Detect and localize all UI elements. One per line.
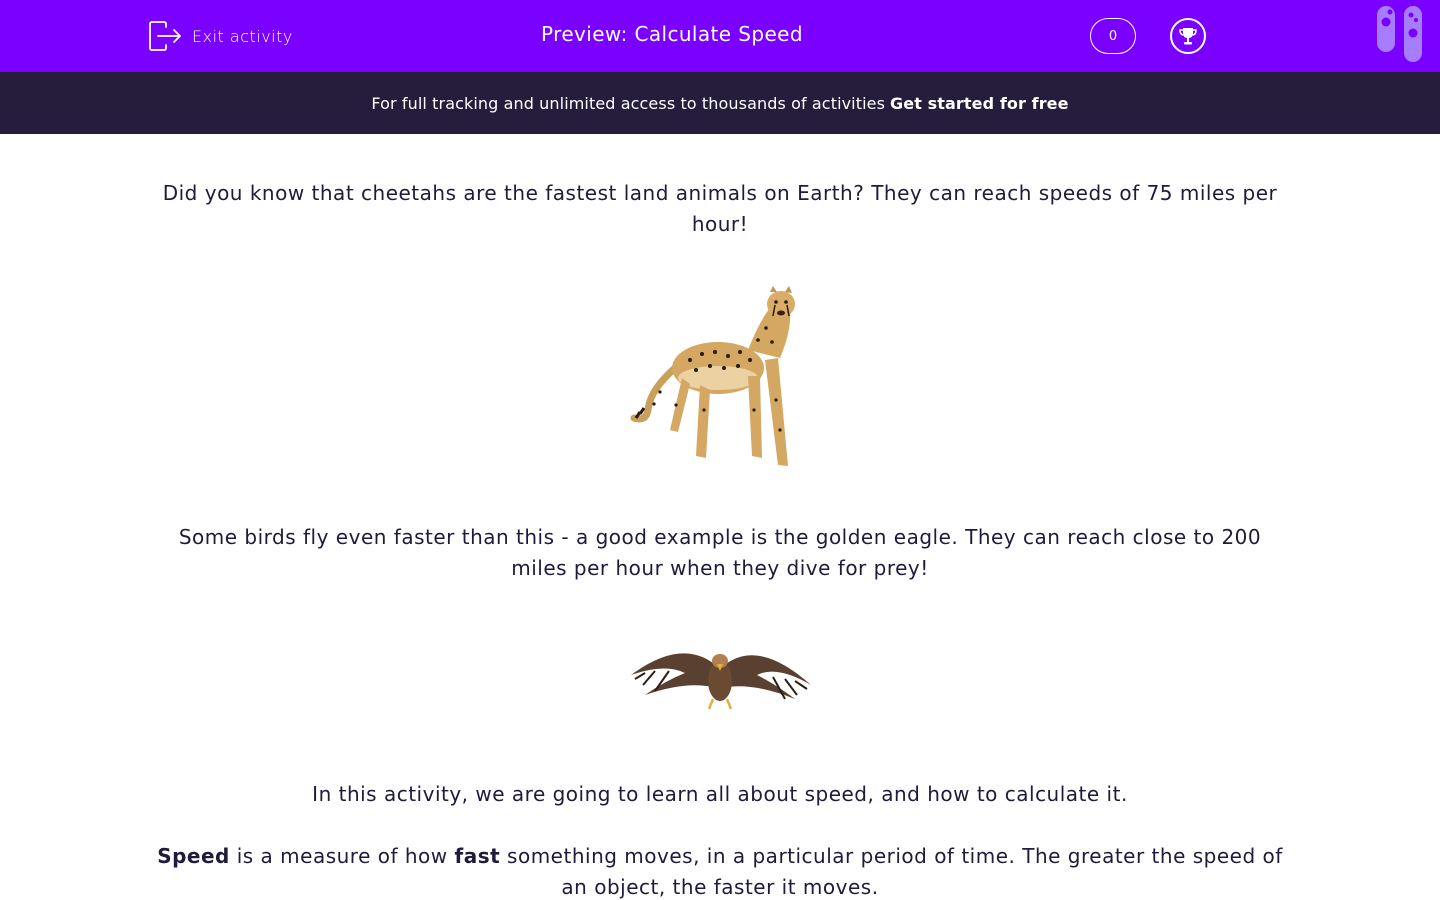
eagle-image xyxy=(150,629,1290,717)
promo-banner xyxy=(0,72,1440,134)
top-bar xyxy=(0,0,1440,72)
banner-text: For full tracking and unlimited access to thousands of activities xyxy=(371,93,886,113)
fast-term: fast xyxy=(454,844,501,868)
test-tubes-icon xyxy=(1376,6,1424,64)
cheetah-image xyxy=(150,280,1290,480)
activity-intro-paragraph: In this activity, we are going to learn all about speed, and how to calculate it. xyxy=(312,782,1128,806)
score-badge: 0 xyxy=(1090,18,1136,54)
definition-text-2: something moves, in a particular period of time. The greater the speed of an object, the faster it moves. xyxy=(500,844,1283,899)
get-started-link[interactable]: Get started for free xyxy=(890,93,1069,113)
trophy-icon xyxy=(1176,24,1200,48)
intro-paragraph: Did you know that cheetahs are the fastest land animals on Earth? They can reach speeds of 75 miles per hour! xyxy=(162,181,1278,236)
speed-definition-paragraph xyxy=(150,841,1290,900)
definition-text-1: is a measure of how xyxy=(229,844,455,868)
activity-content xyxy=(150,178,1290,900)
trophy-button[interactable] xyxy=(1170,18,1206,54)
page-title: Preview: Calculate Speed xyxy=(541,22,803,46)
exit-activity-label: Exit activity xyxy=(192,26,293,46)
eagle-paragraph: Some birds fly even faster than this - a good example is the golden eagle. They can reach close to 200 miles per hour when they dive for prey! xyxy=(178,525,1262,580)
speed-term: Speed xyxy=(157,844,230,868)
